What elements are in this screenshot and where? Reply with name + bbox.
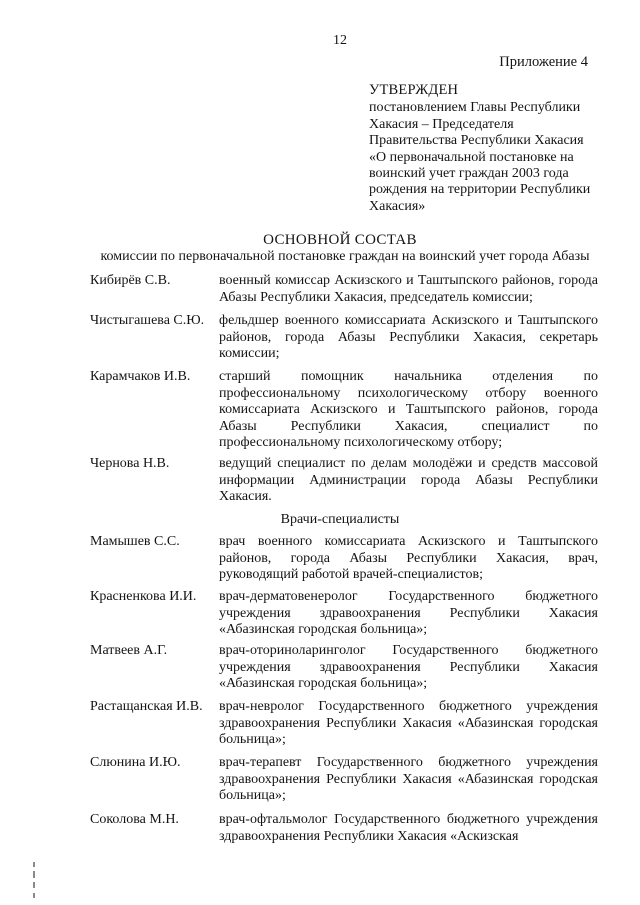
approval-line: «О первоначальной постановке на <box>369 149 574 165</box>
doctor-name: Мамышев С.С. <box>90 534 180 549</box>
doctor-description: врач-офтальмолог Государственного бюджетного учреждения здравоохранения Республики Хакасия «Аскизская <box>219 812 598 844</box>
member-name: Чернова Н.В. <box>90 456 170 471</box>
approval-line: Правительства Республики Хакасия <box>369 133 584 149</box>
section-title: Врачи-специалисты <box>280 512 400 527</box>
doctor-name: Растащанская И.В. <box>90 699 203 714</box>
approval-line: рождения на территории Республики <box>369 182 591 198</box>
doctor-name: Красненкова И.И. <box>90 589 197 604</box>
page-number: 12 <box>333 33 347 48</box>
approval-line: постановлением Главы Республики <box>369 100 581 116</box>
document-subtitle: комиссии по первоначальной постановке граждан на воинский учет города Абазы <box>100 249 590 264</box>
doctor-name: Соколова М.Н. <box>90 812 179 827</box>
member-description: ведущий специалист по делам молодёжи и средств массовой информации Администрации города Абазы Республики Хакасия. <box>219 456 598 505</box>
approval-heading: УТВЕРЖДЕН <box>369 82 459 98</box>
approval-line: воинский учет граждан 2003 года <box>369 166 569 182</box>
appendix-label: Приложение 4 <box>499 54 588 70</box>
doctor-description: врач-терапевт Государственного бюджетного учреждения здравоохранения Республики Хакасия «Абазинская городская больница»; <box>219 755 598 804</box>
doctor-name: Матвеев А.Г. <box>90 643 168 658</box>
document-title: ОСНОВНОЙ СОСТАВ <box>263 232 417 248</box>
member-name: Карамчаков И.В. <box>90 369 191 384</box>
doctor-description: врач военного комиссариата Аскизского и Таштыпского районов, города Абазы Республики Хакасия, врач, руководящий работой врачей-специалистов; <box>219 534 598 583</box>
doctor-name: Слюнина И.Ю. <box>90 755 181 770</box>
member-description: старший помощник начальника отделения по профессиональному психологическому отбору военного комиссариата Аскизского и Таштыпского районов, города Абазы Республики Хакасия, специалист по профессиональному психологическому отбору; <box>219 369 598 451</box>
member-description: фельдшер военного комиссариата Аскизского и Таштыпского районов, города Абазы Республики Хакасия, секретарь комиссии; <box>219 313 598 362</box>
doctor-description: врач-невролог Государственного бюджетного учреждения здравоохранения Республики Хакасия «Абазинская городская больница»; <box>219 699 598 748</box>
doctor-description: врач-дерматовенеролог Государственного бюджетного учреждения здравоохранения Республики Хакасия «Абазинская городская больница»; <box>219 589 598 638</box>
doctor-description: врач-оториноларинголог Государственного бюджетного учреждения здравоохранения Республики Хакасия «Абазинская городская больница»; <box>219 643 598 692</box>
member-description: военный комиссар Аскизского и Таштыпского районов, города Абазы Республики Хакасия, председатель комиссии; <box>219 273 598 305</box>
member-name: Чистыгашева С.Ю. <box>90 313 205 328</box>
approval-line: Хакасия» <box>369 198 426 214</box>
member-name: Кибирёв С.В. <box>90 273 171 288</box>
approval-block <box>369 82 599 215</box>
scan-margin-marks <box>30 862 38 900</box>
approval-line: Хакасия – Председателя <box>369 116 514 132</box>
